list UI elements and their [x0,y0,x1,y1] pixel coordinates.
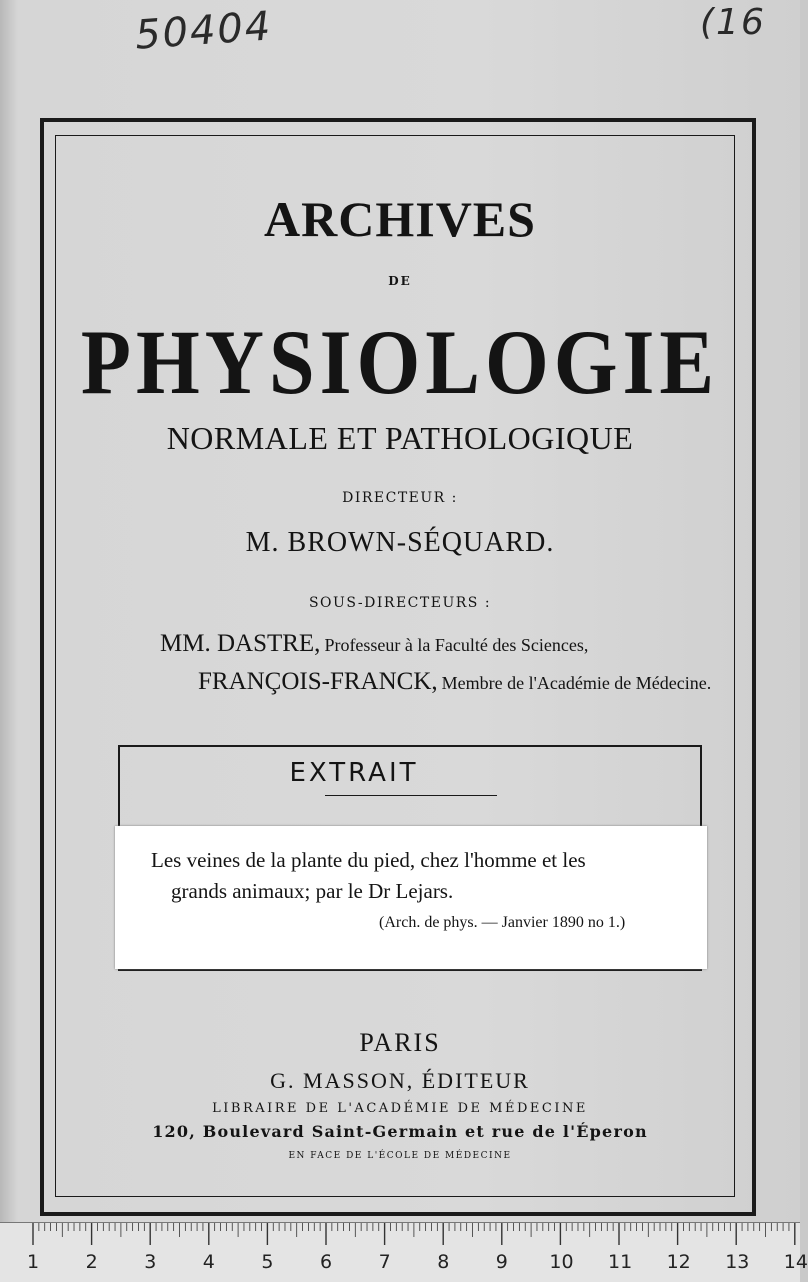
directeur-name: M. BROWN-SÉQUARD. [245,527,555,558]
ruler-number: 1 [27,1251,40,1273]
sous-directeurs-heading: SOUS-DIRECTEURS : [308,595,492,611]
title-physiologie: PHYSIOLOGIE [80,311,720,414]
ruler-number: 14 [783,1251,808,1273]
publisher-en-face: EN FACE DE L'ÉCOLE DE MÉDECINE [288,1151,512,1161]
label-title-line1: Les veines de la plante du pied, chez l'homme et les [151,848,586,872]
dastre-role: Professeur à la Faculté des Sciences, [324,635,589,655]
handwritten-page-number: (16 [700,2,766,43]
ruler-number: 6 [320,1251,333,1273]
ruler-number: 13 [725,1251,750,1273]
ruler-number: 4 [202,1251,215,1273]
francois-franck-name: FRANÇOIS-FRANCK, [198,668,438,695]
ruler-number: 7 [378,1251,391,1273]
measuring-ruler [0,1222,808,1282]
ruler-number: 5 [261,1251,274,1273]
handwritten-catalog-number: 50404 [133,3,274,59]
sous-directeur-dastre [160,630,588,658]
ruler-number: 11 [608,1251,633,1273]
title-de: DE [388,274,412,288]
publisher-libraire: LIBRAIRE DE L'ACADÉMIE DE MÉDECINE [212,1101,588,1116]
ruler-number: 2 [85,1251,98,1273]
ruler-number: 3 [144,1251,157,1273]
ruler-number: 10 [549,1251,574,1273]
publisher-city: PARIS [359,1028,441,1057]
label-citation: (Arch. de phys. — Janvier 1890 no 1.) [379,914,626,931]
pasted-label [115,826,707,969]
publisher-name: G. MASSON, ÉDITEUR [270,1068,530,1093]
dastre-name: MM. DASTRE, [160,630,321,657]
label-title-line2: grands animaux; par le Dr Lejars. [171,879,454,903]
francois-franck-role: Membre de l'Académie de Médecine. [441,673,712,693]
extrait-underline [325,795,497,796]
sous-directeur-francois-franck [198,668,711,696]
title-subtitle: NORMALE ET PATHOLOGIQUE [166,420,634,456]
publisher-address: 120, Boulevard Saint-Germain et rue de l'Éperon [152,1122,648,1141]
ruler-number: 12 [666,1251,691,1273]
title-archives: ARCHIVES [264,191,536,247]
ruler-number: 8 [437,1251,450,1273]
ruler-number: 9 [495,1251,508,1273]
directeur-heading: DIRECTEUR : [342,490,458,506]
extrait-heading: EXTRAIT [289,758,419,788]
